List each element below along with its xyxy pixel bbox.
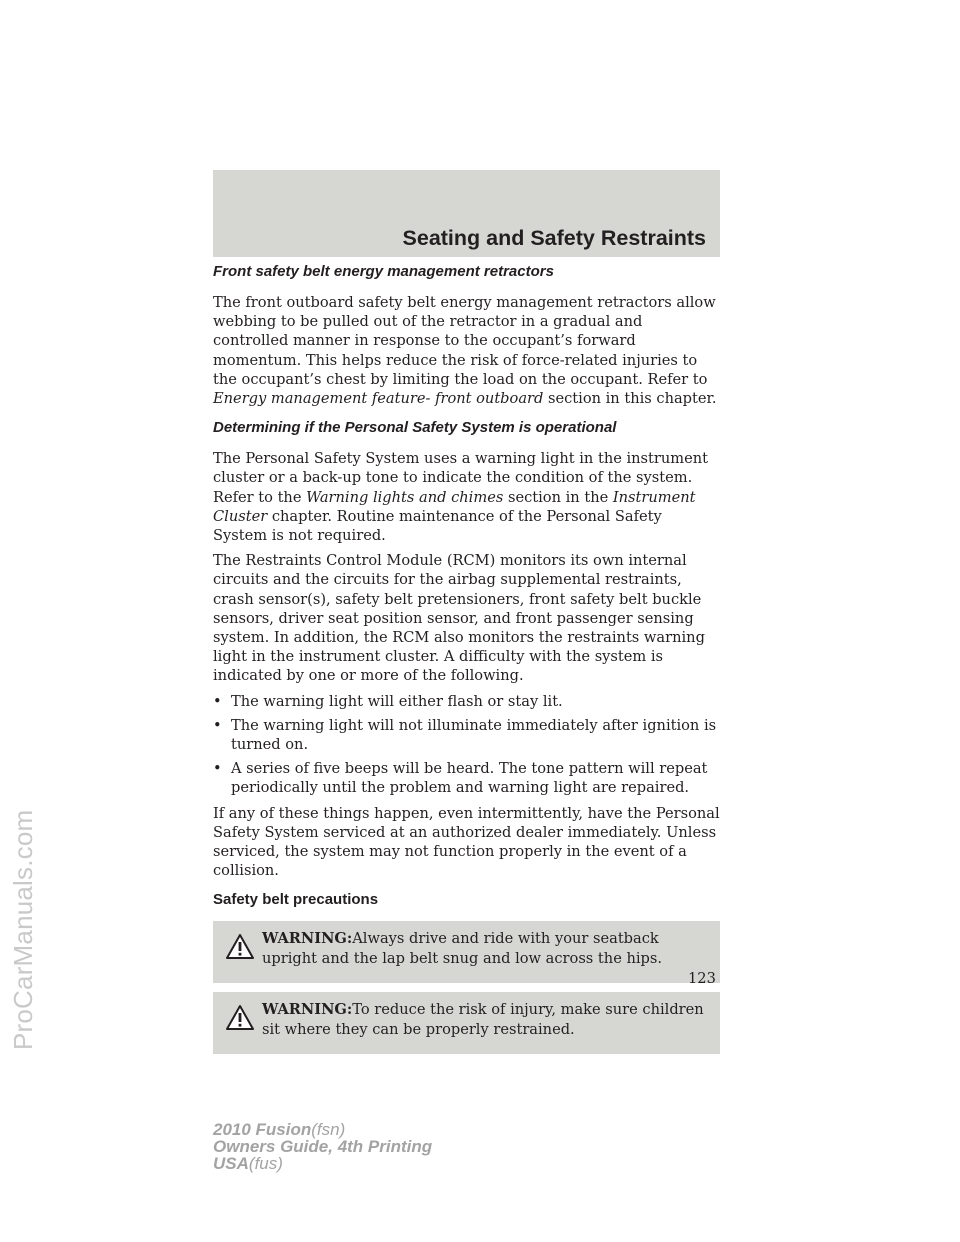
list-item: • The warning light will not illuminate immediately after ignition is turned on. xyxy=(213,716,717,754)
page-number: 123 xyxy=(688,970,716,987)
cross-reference: Energy management feature- front outboard xyxy=(213,390,544,408)
warning-triangle-icon xyxy=(225,933,255,960)
warning-label: WARNING: xyxy=(262,1001,353,1019)
chapter-header xyxy=(213,170,720,257)
section-heading-operational: Determining if the Personal Safety System is operational xyxy=(213,419,617,437)
bullet-list xyxy=(213,692,720,798)
paragraph-warning-light: The Personal Safety System uses a warning light in the instrument cluster or a back-up tone to indicate the condition of the system. Refer to the Warning lights and chimes section in the Instrument Cluster chapter. Routine maintenance of the Personal Safety System is not required. xyxy=(213,450,709,545)
paragraph-retractors: The front outboard safety belt energy management retractors allow webbing to be pulled out of the retractor in a gradual and controlled manner in response to the occupant’s forward momentum. This helps reduce the risk of force-related injuries to the occupant’s chest by limiting the load on the occupant. Refer to Energy management feature- front outboard section in this chapter. xyxy=(213,294,717,408)
cross-reference: Instrument Cluster xyxy=(213,488,696,525)
section-heading-retractors: Front safety belt energy management retractors xyxy=(213,263,554,280)
cross-reference: Warning lights and chimes xyxy=(306,488,504,506)
footer-line-edition: Owners Guide, 4th Printing xyxy=(213,1137,433,1156)
chapter-title: Seating and Safety Restraints xyxy=(402,226,706,250)
warning-triangle-icon xyxy=(225,1004,255,1031)
paragraph-rcm: The Restraints Control Module (RCM) monitors its own internal circuits and the circuits for the airbag supplemental restraints, crash sensor(s), safety belt pretensioners, front safety belt buckle sensors, driver seat position sensor, and front passenger sensing system. In addition, the RCM also monitors the restraints warning light in the instrument cluster. A difficulty with the system is indicated by one or more of the following. xyxy=(213,552,705,685)
warning-box xyxy=(213,921,720,983)
list-item: • The warning light will either flash or stay lit. xyxy=(213,692,563,710)
section-heading-precautions: Safety belt precautions xyxy=(213,891,379,909)
page-content xyxy=(213,262,720,1063)
warning-label: WARNING: xyxy=(262,930,353,948)
footer-line-market: USA(fus) xyxy=(213,1154,283,1173)
paragraph-service: If any of these things happen, even intermittently, have the Personal Safety System serviced at an authorized dealer immediately. Unless serviced, the system may not function properly in the event of a collision. xyxy=(213,804,720,880)
footer-line-model: 2010 Fusion(fsn) xyxy=(213,1120,346,1139)
watermark: ProCarManuals.com xyxy=(8,809,38,1050)
warning-text: WARNING:Always drive and ride with your seatback upright and the lap belt snug and low across the hips. xyxy=(262,930,663,967)
warning-box xyxy=(213,992,720,1054)
footer xyxy=(213,1121,432,1172)
bullet-icon: • xyxy=(213,692,222,710)
bullet-icon: • xyxy=(213,716,222,734)
list-item: • A series of five beeps will be heard. The tone pattern will repeat periodically until the problem and warning light are repaired. xyxy=(213,760,708,797)
warning-text: WARNING:To reduce the risk of injury, make sure children sit where they can be properly restrained. xyxy=(262,1001,704,1038)
bullet-icon: • xyxy=(213,760,222,778)
